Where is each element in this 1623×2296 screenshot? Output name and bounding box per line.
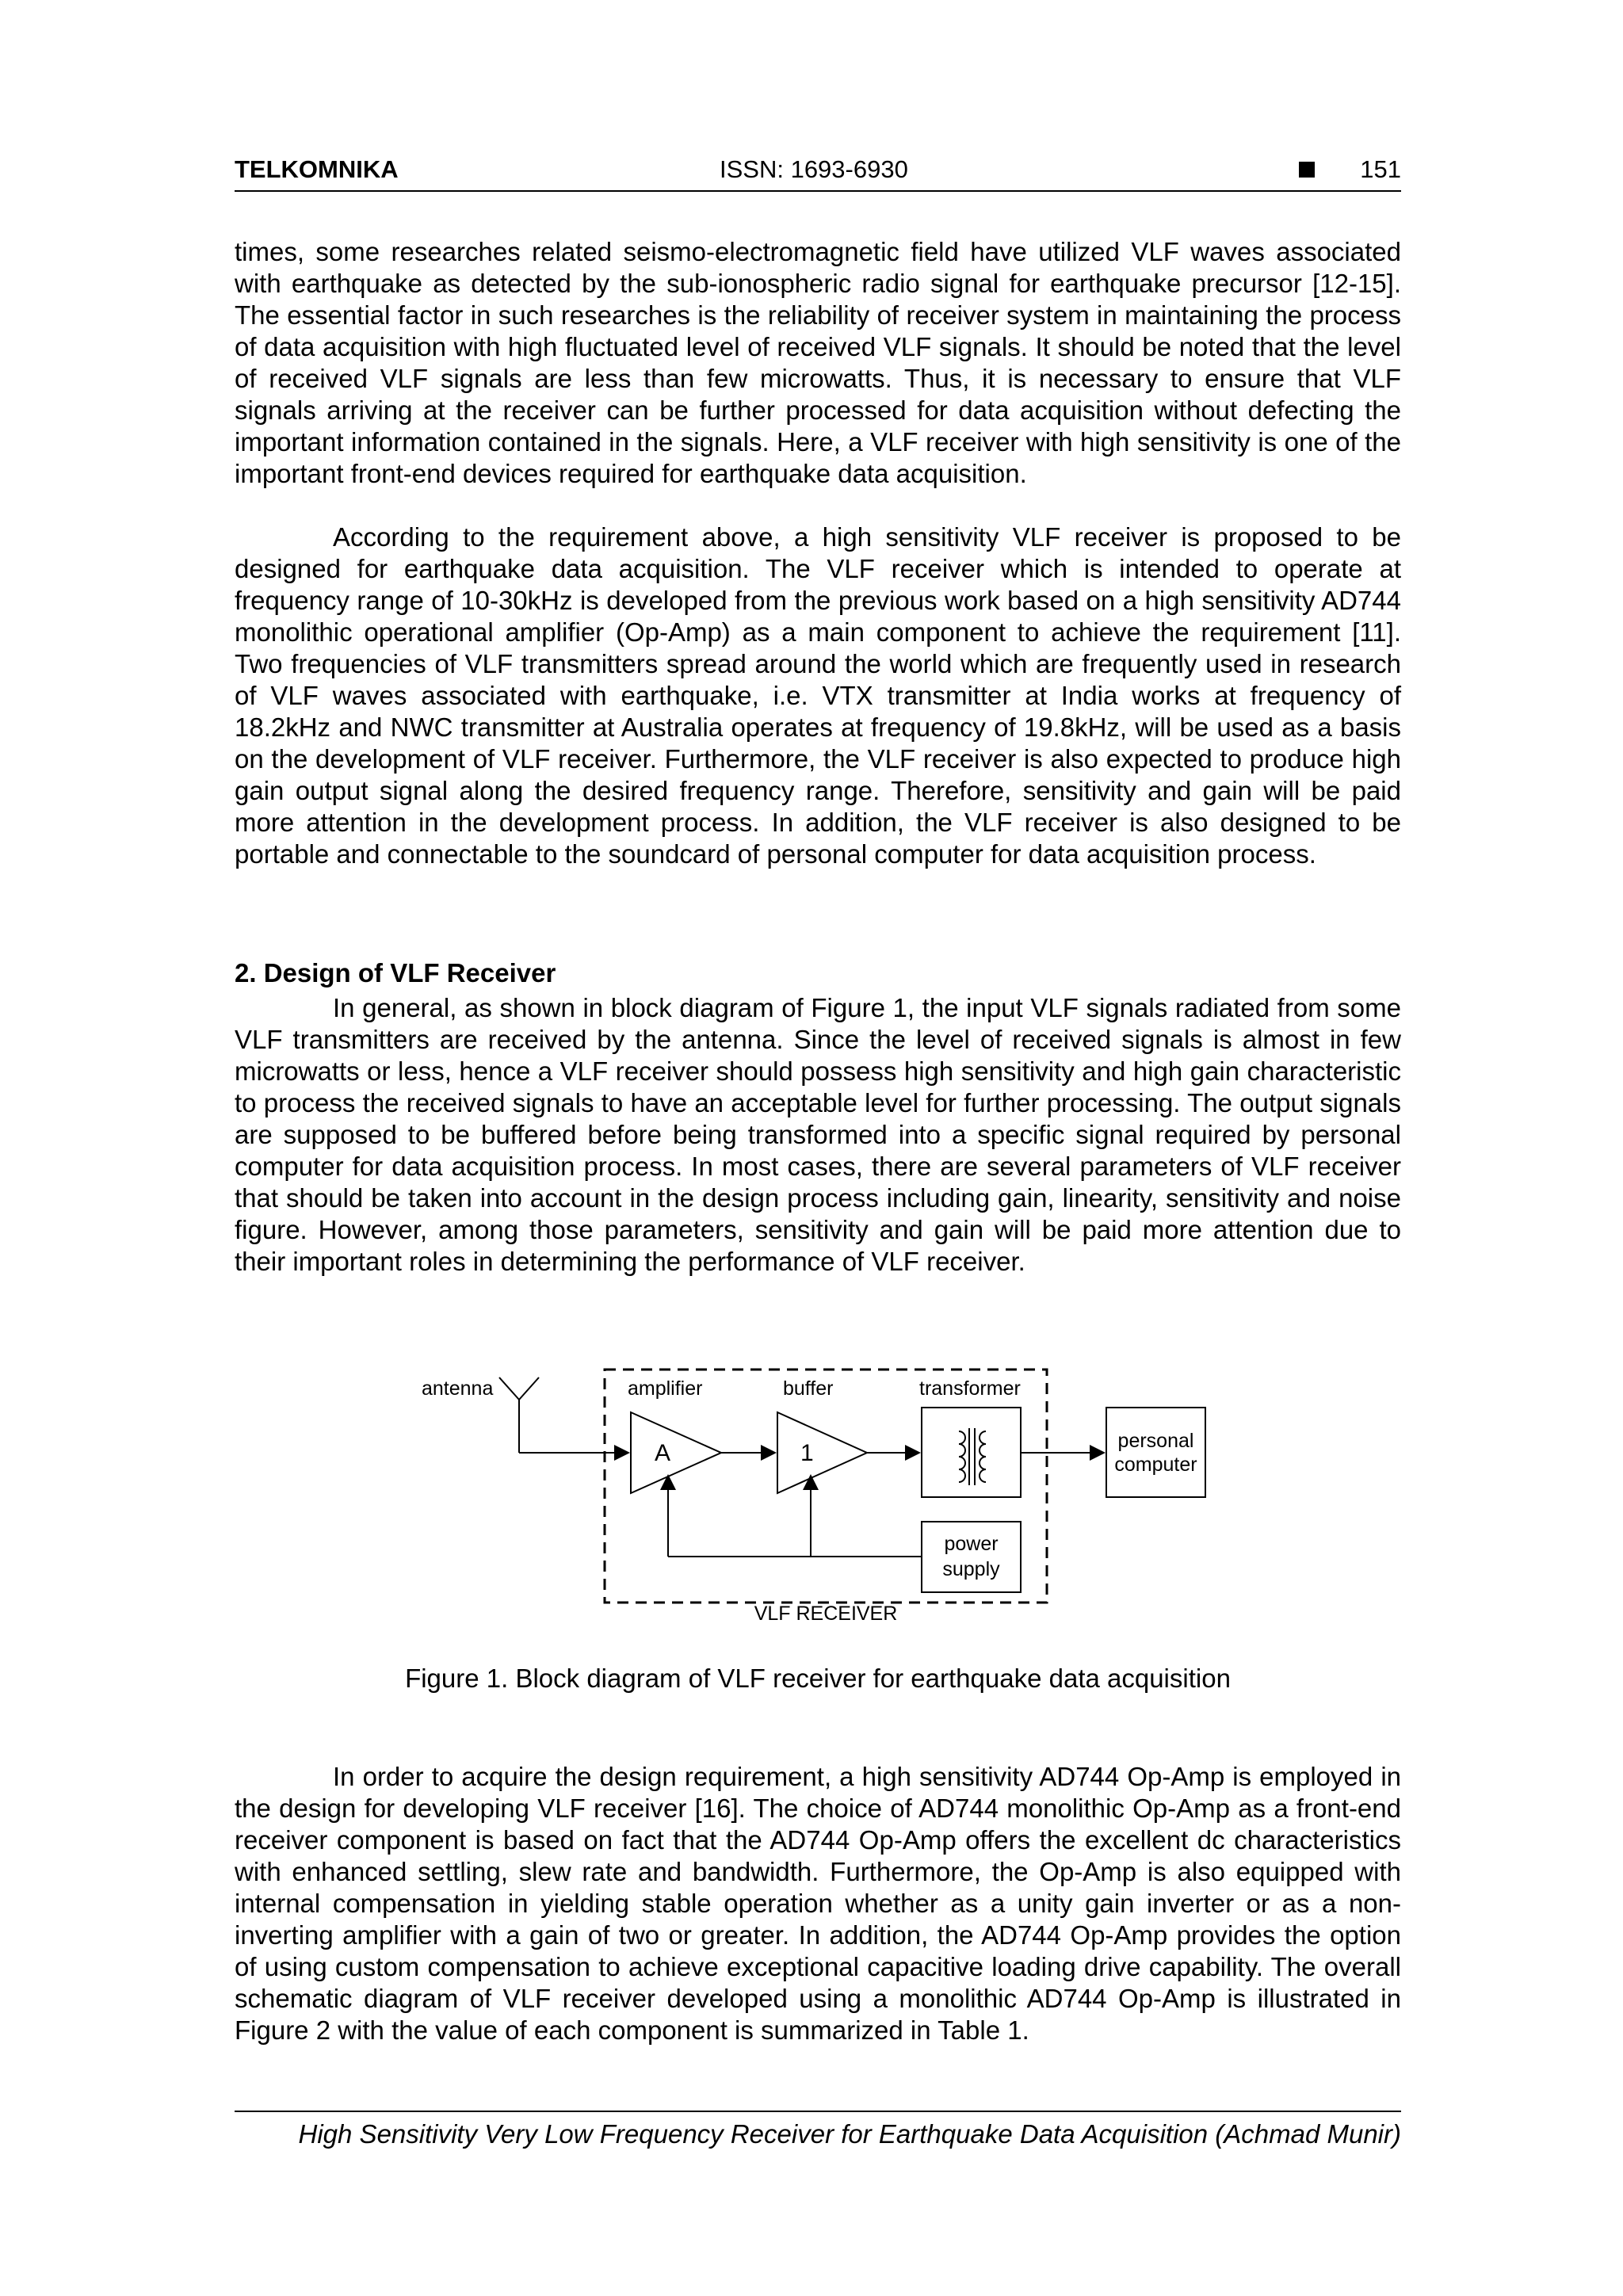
amplifier-symbol <box>631 1412 721 1493</box>
personal-computer-label-line1: personal <box>1117 1430 1194 1452</box>
section-heading: 2. Design of VLF Receiver <box>235 958 556 988</box>
power-supply-label-line1: power <box>944 1533 999 1555</box>
figure-caption: Figure 1. Block diagram of VLF receiver for earthquake data acquisition <box>405 1664 1231 1693</box>
paragraph-design-1: In general, as shown in block diagram of Figure 1, the input VLF signals radiated from some VLF transmitters are received by the antenna. Since the level of received signals is almost in few microwatts or less, hence a VLF receiver should possess high sensitivity and high gain characteristic to process the received signals to have an acceptable level for further processing. The output signals are supposed to be buffered before being transformed into a specific signal required by personal computer for data acquisition process. In most cases, there are several parameters of VLF receiver that should be taken into account in the design process including gain, linearity, sensitivity and noise figure. However, among those parameters, sensitivity and gain will be paid more attention due to their important roles in determining the performance of VLF receiver. <box>235 993 1401 1276</box>
block-diagram <box>412 1360 1220 1642</box>
running-footer: High Sensitivity Very Low Frequency Receiver for Earthquake Data Acquisition (Achmad Munir) <box>235 2111 1401 2150</box>
power-supply-label-line2: supply <box>942 1558 1000 1580</box>
header-bullet-icon <box>1299 162 1315 178</box>
page-number: 151 <box>1360 155 1401 183</box>
journal-name: TELKOMNIKA <box>235 155 399 183</box>
buffer-symbol-label: 1 <box>800 1440 814 1466</box>
antenna-icon <box>499 1377 539 1453</box>
block-diagram-figure <box>412 1360 1220 1642</box>
issn: ISSN: 1693-6930 <box>720 155 908 183</box>
antenna-label: antenna <box>422 1377 494 1400</box>
paragraph-intro-2: According to the requirement above, a high sensitivity VLF receiver is proposed to be designed for earthquake data acquisition. The VLF receiver which is intended to operate at frequency range of 10-30kHz is developed from the previous work based on a high sensitivity AD744 monolithic operational amplifier (Op-Amp) as a main component to achieve the requirement [11]. Two frequencies of VLF transmitters spread around the world which are frequently used in research of VLF waves associated with earthquake, i.e. VTX transmitter at India works at frequency of 18.2kHz and NWC transmitter at Australia operates at frequency of 19.8kHz, will be used as a basis on the development of VLF receiver. Furthermore, the VLF receiver is also expected to produce high gain output signal along the desired frequency range. Therefore, sensitivity and gain will be paid more attention in the development process. In addition, the VLF receiver is also designed to be portable and connectable to the soundcard of personal computer for data acquisition process. <box>235 522 1401 869</box>
buffer-symbol <box>777 1412 867 1493</box>
vlf-receiver-label: VLF RECEIVER <box>754 1603 898 1625</box>
amplifier-symbol-label: A <box>655 1440 671 1466</box>
transformer-label: transformer <box>919 1377 1021 1400</box>
transformer-box <box>922 1408 1021 1497</box>
personal-computer-box <box>1106 1408 1205 1497</box>
paragraph-design-2: In order to acquire the design requirement, a high sensitivity AD744 Op-Amp is employed in the design for developing VLF receiver [16]. The choice of AD744 monolithic Op-Amp as a front-end receiver component is based on fact that the AD744 Op-Amp offers the excellent dc characteristics with enhanced settling, slew rate and bandwidth. Furthermore, the Op-Amp is also equipped with internal compensation in yielding stable operation whether as a unity gain inverter or as a non-inverting amplifier with a gain of two or greater. In addition, the AD744 Op-Amp provides the option of using custom compensation to achieve exceptional capacitive loading drive capability. The overall schematic diagram of VLF receiver developed using a monolithic AD744 Op-Amp is illustrated in Figure 2 with the value of each component is summarized in Table 1. <box>235 1762 1401 2045</box>
power-feed-lines <box>668 1476 922 1557</box>
buffer-label: buffer <box>783 1377 834 1400</box>
running-header <box>235 155 1401 192</box>
amplifier-label: amplifier <box>628 1377 703 1400</box>
paragraph-intro-1: times, some researches related seismo-electromagnetic field have utilized VLF waves associated with earthquake as detected by the sub-ionospheric radio signal for earthquake precursor [12-15]. The essential factor in such researches is the reliability of receiver system in maintaining the process of data acquisition with high fluctuated level of received VLF signals. It should be noted that the level of received VLF signals are less than few microwatts. Thus, it is necessary to ensure that VLF signals arriving at the receiver can be further processed for data acquisition without defecting the important information contained in the signals. Here, a VLF receiver with high sensitivity is one of the important front-end devices required for earthquake data acquisition. <box>235 237 1401 488</box>
personal-computer-label-line2: computer <box>1114 1454 1197 1476</box>
